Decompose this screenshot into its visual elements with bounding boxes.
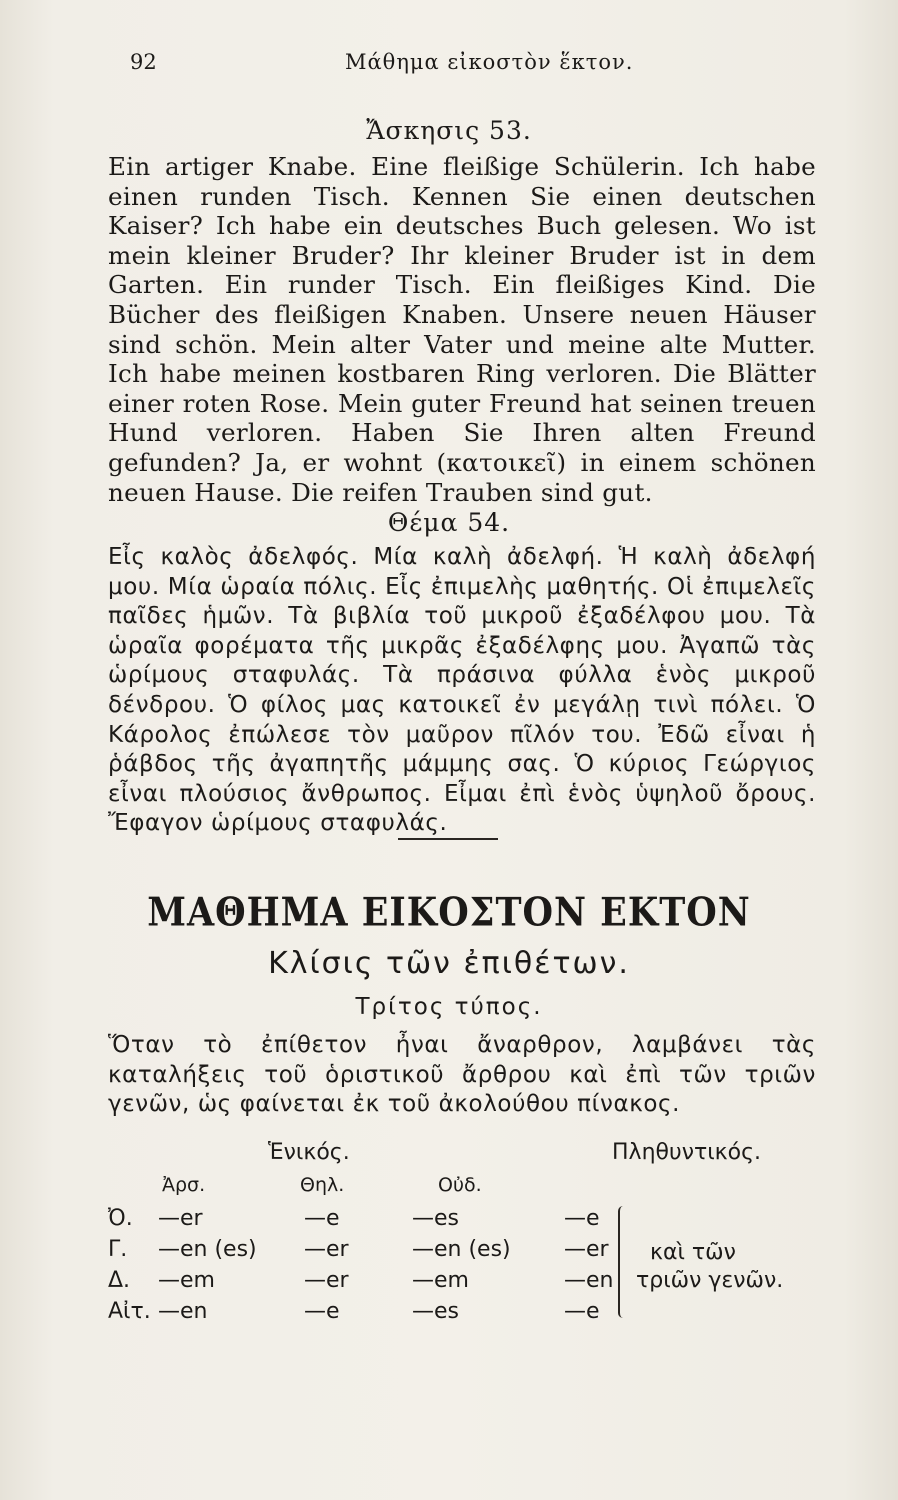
ending-masc: —em — [158, 1268, 215, 1293]
ending-plural: —en — [564, 1268, 614, 1293]
case-label: Δ. — [108, 1268, 131, 1293]
exercise-text: Ein artiger Knabe. Eine fleißige Schülerin. Ich habe einen runden Tisch. Kennen Sie einen deutschen Kaiser? Ich habe ein deutsches Buch gelesen. Wo ist mein kleiner Bruder? Ihr kleiner Bruder ist in dem Garten. Ein runder Tisch. Ein fleißiges Kind. Die Bücher des fleißigen Knaben. Unsere neuen Häuser sind schön. Mein alter Vater und meine alte Mutter. Ich habe meinen kostbaren Ring verloren. Die Blätter einer roten Rose. Mein guter Freund hat seinen treuen Hund verloren. Haben Sie Ihren alten Freund gefunden? Ja, er wohnt (κατοικεῖ) in einem schönen neuen Hause. Die reifen Trauben sind gut. — [108, 152, 816, 507]
case-label: Αἰτ. — [108, 1299, 151, 1324]
ending-neut: —en (es) — [412, 1237, 511, 1262]
ending-masc: —er — [158, 1206, 203, 1231]
ending-neut: —es — [412, 1299, 459, 1324]
section-divider — [398, 838, 498, 840]
header-neut: Οὐδ. — [438, 1174, 482, 1196]
lesson-intro: Ὅταν τὸ ἐπίθετον ἦναι ἄναρθρον, λαμβάνει τὰς καταλήξεις τοῦ ὁριστικοῦ ἄρθρου καὶ ἐπὶ τῶν τριῶν γενῶν, ὡς φαίνεται ἐκ τοῦ ἀκολούθου πίνακος. — [108, 1032, 816, 1118]
plural-brace — [618, 1206, 628, 1318]
plural-note-line1: καὶ τῶν — [650, 1240, 736, 1265]
ending-masc: —en — [158, 1299, 208, 1324]
ending-plural: —er — [564, 1237, 609, 1262]
page-number: 92 — [130, 50, 157, 74]
ending-plural: —e — [564, 1206, 600, 1231]
ending-masc: —en (es) — [158, 1237, 257, 1262]
case-label: Ὀ. — [108, 1206, 133, 1231]
exercise-title: Ἄσκησις 53. — [366, 116, 532, 145]
plural-note-line2: τριῶν γενῶν. — [636, 1268, 784, 1293]
ending-fem: —er — [304, 1237, 349, 1262]
plural-label: Πληθυντικός. — [612, 1140, 762, 1165]
header-masc: Ἀρσ. — [162, 1174, 206, 1196]
singular-label: Ἑνικός. — [268, 1140, 350, 1165]
running-head: Μάθημα εἰκοστὸν ἕκτον. — [345, 50, 634, 74]
lesson-subtitle: Κλίσις τῶν ἐπιθέτων. — [268, 946, 630, 981]
theme-text: Εἶς καλὸς ἀδελφός. Μία καλὴ ἀδελφή. Ἡ καλὴ ἀδελφή μου. Μία ὡραία πόλις. Εἶς ἐπιμελὴς μαθητής. Οἱ ἐπιμελεῖς παῖδες ἡμῶν. Τὰ βιβλία τοῦ μικροῦ ἐξαδέλφου μου. Τὰ ὡραῖα φορέματα τῆς μικρᾶς ἐξαδέλφης μου. Ἀγαπῶ τὰς ὡρίμους σταφυλάς. Τὰ πράσινα φύλλα ἑνὸς μικροῦ δένδρου. Ὁ φίλος μας κατοικεῖ ἐν μεγάλῃ τινὶ πόλει. Ὁ Κάρολος ἐπώλεσε τὸν μαῦρον πῖλόν του. Ἐδῶ εἶναι ἡ ῥάβδος τῆς ἀγαπητῆς μάμμης σας. Ὁ κύριος Γεώργιος εἶναι πλούσιος ἄνθρωπος. Εἶμαι ἐπὶ ἑνὸς ὑψηλοῦ ὄρους. Ἔφαγον ὡρίμους σταφυλάς. — [108, 544, 816, 837]
ending-fem: —er — [304, 1268, 349, 1293]
header-fem: Θηλ. — [300, 1174, 345, 1196]
ending-fem: —e — [304, 1206, 340, 1231]
declension-table — [0, 1140, 898, 1340]
ending-plural: —e — [564, 1299, 600, 1324]
lesson-type: Τρίτος τύπος. — [355, 994, 543, 1020]
ending-neut: —es — [412, 1206, 459, 1231]
ending-fem: —e — [304, 1299, 340, 1324]
theme-title: Θέμα 54. — [387, 508, 511, 537]
ending-neut: —em — [412, 1268, 469, 1293]
page-header — [0, 48, 898, 82]
case-label: Γ. — [108, 1237, 128, 1262]
lesson-title: ΜΑΘΗΜΑ ΕΙΚΟΣΤΟΝ ΕΚΤΟΝ — [147, 889, 751, 936]
